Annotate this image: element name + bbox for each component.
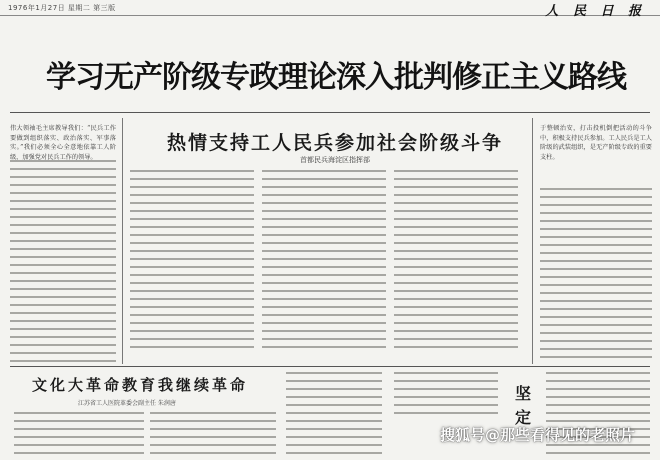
bottom-article-title: 文化大革命教育我继续革命 xyxy=(32,376,249,394)
lead-article-column-1 xyxy=(130,170,254,354)
lead-article-column-2 xyxy=(262,170,386,354)
bottom-article-column-3 xyxy=(286,372,382,460)
left-column-intro: 伟大领袖毛主席教导我们：“民兵工作要做到组织落实、政治落实、军事落实。”我们必须全心全意地依靠工人阶级，加强党对民兵工作的领导。 xyxy=(10,125,116,161)
bottom-article-column-4 xyxy=(394,372,498,420)
watermark: 搜狐号@那些看得见的老照片 xyxy=(440,426,636,444)
lead-article-title: 热情支持工人民兵参加社会阶级斗争 xyxy=(166,132,503,154)
left-column-body xyxy=(10,160,116,368)
right-column-intro: 于整顿治安，打击投机倒把活动的斗争中，积极支持民兵参加。工人民兵是工人阶级的武装组织，是无产阶级专政的重要支柱。 xyxy=(540,125,652,161)
main-headline-band xyxy=(0,30,660,106)
masthead xyxy=(0,0,660,19)
lead-article-column-3 xyxy=(394,170,518,354)
bottom-article-column-2 xyxy=(150,412,276,460)
right-column-divider xyxy=(532,118,533,364)
left-column-divider xyxy=(122,118,123,364)
main-headline: 学习无产阶级专政理论深入批判修正主义路线 xyxy=(46,60,626,95)
side-article-body xyxy=(546,372,650,460)
newspaper-name: 人 民 日 报 xyxy=(545,4,646,19)
side-article-title: 坚定 xyxy=(514,384,531,427)
masthead-date-line: 1976年1月27日 星期二 第三版 xyxy=(8,4,116,12)
bottom-section-divider xyxy=(10,366,650,367)
headline-divider xyxy=(10,112,650,113)
bottom-article-column-1 xyxy=(14,412,144,460)
right-column-body xyxy=(540,188,652,364)
lead-article-byline: 首都民兵海淀区指挥部 xyxy=(300,156,370,164)
bottom-article-byline: 江苏省工人医院革委会副主任 朱润唐 xyxy=(78,400,176,407)
